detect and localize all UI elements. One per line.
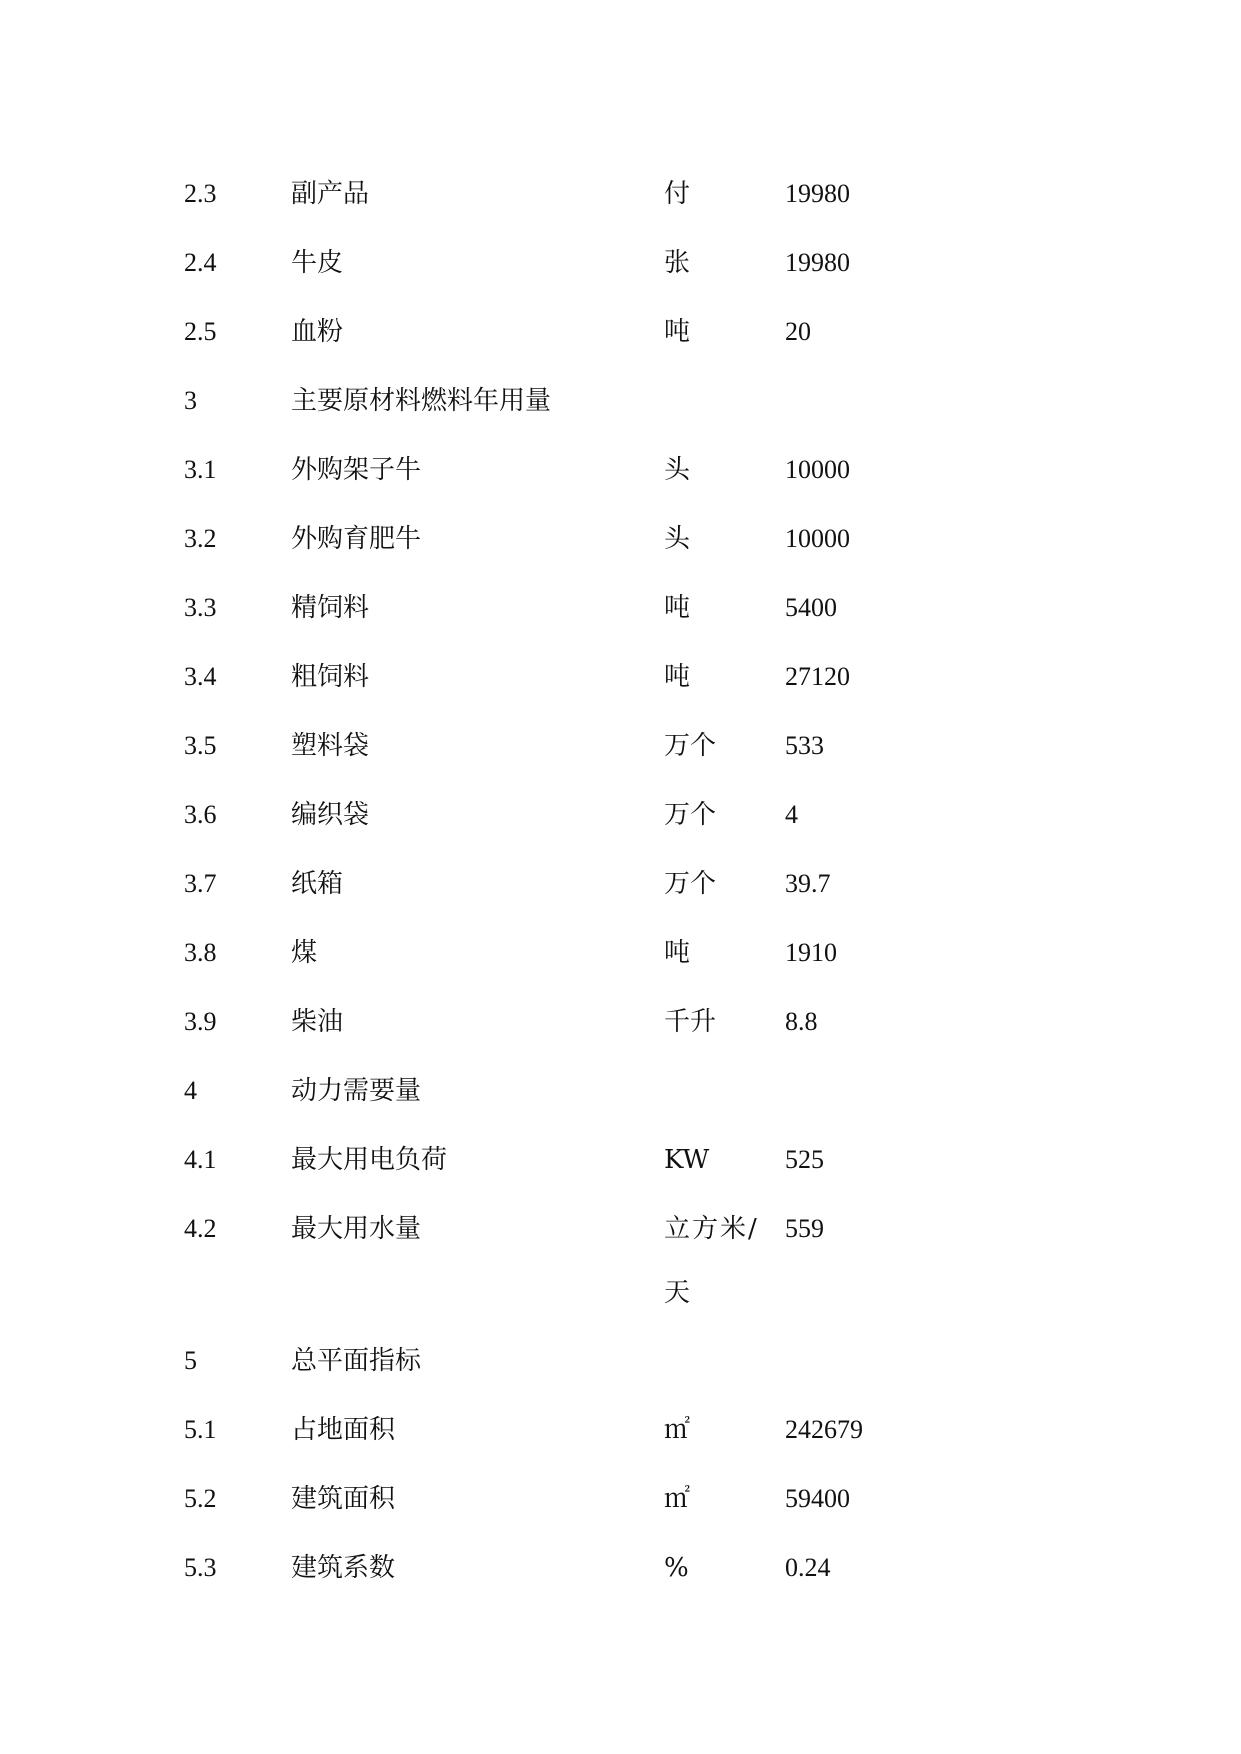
row-number: 2.4	[184, 248, 217, 277]
row-quantity: 533	[785, 731, 824, 760]
row-number: 3.8	[184, 938, 217, 967]
section-number: 3	[184, 386, 197, 415]
row-quantity: 27120	[785, 662, 850, 691]
row-quantity: 39.7	[785, 869, 831, 898]
table-row	[0, 580, 1241, 649]
row-item-name: 血粉	[291, 317, 344, 347]
row-item-name: 粗饲料	[291, 662, 370, 692]
section-number: 5	[184, 1346, 197, 1375]
row-unit: 头	[664, 455, 691, 485]
section-number: 4	[184, 1076, 197, 1105]
table-row	[0, 166, 1241, 235]
row-number: 2.5	[184, 317, 217, 346]
row-quantity: 19980	[785, 248, 850, 277]
row-quantity: 19980	[785, 179, 850, 208]
row-item-name: 外购育肥牛	[291, 524, 422, 554]
row-item-name: 编织袋	[291, 800, 370, 830]
table-row	[0, 925, 1241, 994]
row-quantity: 20	[785, 317, 811, 346]
row-unit: 万个	[664, 800, 717, 830]
row-unit: 万个	[664, 869, 717, 899]
row-item-name: 占地面积	[291, 1415, 396, 1445]
row-unit: KW	[664, 1145, 710, 1175]
section-heading-row	[0, 1333, 1241, 1402]
row-unit: %	[664, 1553, 689, 1583]
table-row	[0, 787, 1241, 856]
table-row	[0, 1540, 1241, 1609]
section-heading-row	[0, 1063, 1241, 1132]
table-row	[0, 856, 1241, 925]
row-number: 3.4	[184, 662, 217, 691]
row-unit: 付	[664, 179, 691, 209]
row-number: 3.6	[184, 800, 217, 829]
row-item-name: 最大用电负荷	[291, 1145, 448, 1175]
row-item-name: 副产品	[291, 179, 370, 209]
row-quantity: 1910	[785, 938, 837, 967]
row-unit: 立方米/天	[664, 1214, 759, 1308]
row-number: 3.5	[184, 731, 217, 760]
row-quantity: 242679	[785, 1415, 863, 1444]
row-quantity: 8.8	[785, 1007, 818, 1036]
row-quantity: 4	[785, 800, 798, 829]
row-number: 4.1	[184, 1145, 217, 1174]
table-row	[0, 1402, 1241, 1471]
section-heading-row	[0, 373, 1241, 442]
row-number: 2.3	[184, 179, 217, 208]
row-number: 5.3	[184, 1553, 217, 1582]
row-unit: 吨	[664, 662, 691, 692]
row-unit: 万个	[664, 731, 717, 761]
row-number: 3.9	[184, 1007, 217, 1036]
row-unit: 头	[664, 524, 691, 554]
row-number: 5.1	[184, 1415, 217, 1444]
indicator-table	[0, 166, 1241, 1609]
row-unit: 吨	[664, 938, 691, 968]
section-title: 总平面指标	[291, 1346, 422, 1376]
table-row	[0, 511, 1241, 580]
row-item-name: 建筑面积	[291, 1484, 396, 1514]
row-number: 3.1	[184, 455, 217, 484]
row-quantity: 525	[785, 1145, 824, 1174]
row-unit: 张	[664, 248, 691, 278]
table-row	[0, 1471, 1241, 1540]
table-row	[0, 1132, 1241, 1201]
row-item-name: 最大用水量	[291, 1214, 422, 1244]
row-quantity: 0.24	[785, 1553, 831, 1582]
row-item-name: 建筑系数	[291, 1553, 396, 1583]
row-quantity: 10000	[785, 455, 850, 484]
row-item-name: 柴油	[291, 1007, 344, 1037]
row-number: 3.2	[184, 524, 217, 553]
row-item-name: 塑料袋	[291, 731, 370, 761]
row-unit: 千升	[664, 1007, 717, 1037]
row-unit: ㎡	[664, 1484, 691, 1514]
row-quantity: 559	[785, 1214, 824, 1243]
row-number: 4.2	[184, 1214, 217, 1243]
table-row	[0, 1201, 1241, 1333]
row-unit: 吨	[664, 317, 691, 347]
row-item-name: 外购架子牛	[291, 455, 422, 485]
row-unit: ㎡	[664, 1415, 691, 1445]
section-title: 主要原材料燃料年用量	[291, 386, 552, 416]
row-quantity: 10000	[785, 524, 850, 553]
row-number: 3.7	[184, 869, 217, 898]
table-row	[0, 718, 1241, 787]
row-unit: 吨	[664, 593, 691, 623]
row-item-name: 牛皮	[291, 248, 344, 278]
table-row	[0, 304, 1241, 373]
row-quantity: 59400	[785, 1484, 850, 1513]
row-item-name: 纸箱	[291, 869, 344, 899]
row-quantity: 5400	[785, 593, 837, 622]
table-row	[0, 442, 1241, 511]
row-item-name: 精饲料	[291, 593, 370, 623]
table-row	[0, 649, 1241, 718]
table-row	[0, 235, 1241, 304]
table-row	[0, 994, 1241, 1063]
row-item-name: 煤	[291, 938, 318, 968]
row-number: 5.2	[184, 1484, 217, 1513]
section-title: 动力需要量	[291, 1076, 422, 1106]
row-number: 3.3	[184, 593, 217, 622]
